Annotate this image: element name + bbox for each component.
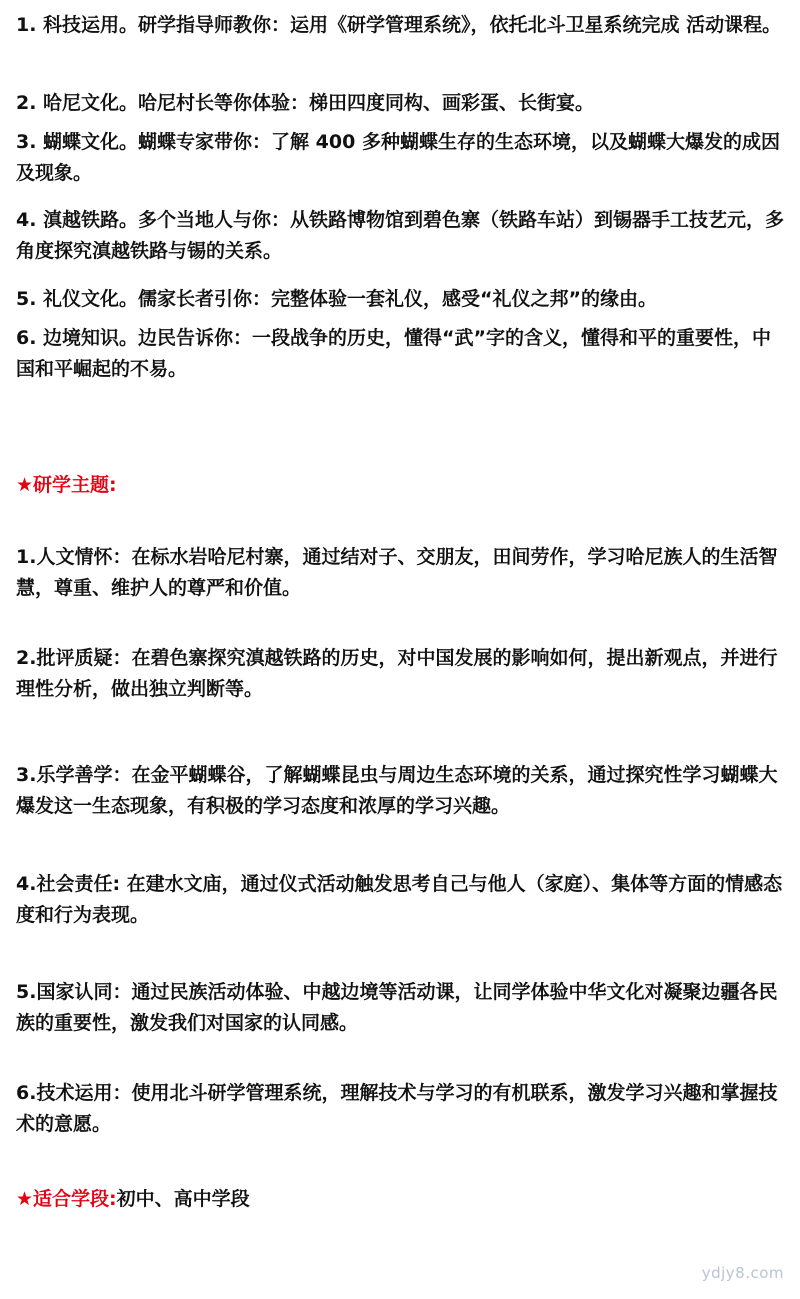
theme-item-6: 6.技术运用：使用北斗研学管理系统，理解技术与学习的有机联系，激发学习兴趣和掌握技术的意愿。	[16, 1082, 778, 1135]
activity-item-2: 2. 哈尼文化。哈尼村长等你体验：梯田四度同构、画彩蛋、长街宴。	[16, 92, 595, 114]
theme-item-5: 5.国家认同：通过民族活动体验、中越边境等活动课，让同学体验中华文化对凝聚边疆各民族的重要性，激发我们对国家的认同感。	[16, 981, 778, 1034]
activity-item-4: 4. 滇越铁路。多个当地人与你：从铁路博物馆到碧色寨（铁路车站）到锡器手工技艺元，多角度探究滇越铁路与锡的关系。	[16, 209, 785, 262]
theme-item-2: 2.批评质疑：在碧色寨探究滇越铁路的历史，对中国发展的影响如何，提出新观点，并进行理性分析，做出独立判断等。	[16, 647, 778, 700]
watermark: ydjy8.com	[701, 1264, 784, 1282]
activity-item-3: 3. 蝴蝶文化。蝴蝶专家带你：了解 400 多种蝴蝶生存的生态环境，以及蝴蝶大爆发的成因及现象。	[16, 131, 780, 184]
activity-item-5: 5. 礼仪文化。儒家长者引你：完整体验一套礼仪，感受“礼仪之邦”的缘由。	[16, 288, 658, 310]
themes-heading: ★研学主题:	[16, 474, 117, 496]
theme-item-1: 1.人文情怀：在标水岩哈尼村寨，通过结对子、交朋友，田间劳作，学习哈尼族人的生活智慧，尊重、维护人的尊严和价值。	[16, 546, 778, 599]
suitable-stage-label: ★适合学段:	[16, 1188, 117, 1210]
activity-item-6: 6. 边境知识。边民告诉你：一段战争的历史，懂得“武”字的含义，懂得和平的重要性，中国和平崛起的不易。	[16, 327, 772, 380]
suitable-stage-value: 初中、高中学段	[116, 1188, 250, 1210]
theme-item-3: 3.乐学善学：在金平蝴蝶谷，了解蝴蝶昆虫与周边生态环境的关系，通过探究性学习蝴蝶大爆发这一生态现象，有积极的学习态度和浓厚的学习兴趣。	[16, 764, 778, 817]
theme-item-4: 4.社会责任: 在建水文庙，通过仪式活动触发思考自己与他人（家庭）、集体等方面的情感态度和行为表现。	[16, 873, 783, 926]
suitable-stage	[16, 1184, 786, 1215]
activity-item-1: 1. 科技运用。研学指导师教你：运用《研学管理系统》，依托北斗卫星系统完成 活动课程。	[16, 14, 782, 36]
